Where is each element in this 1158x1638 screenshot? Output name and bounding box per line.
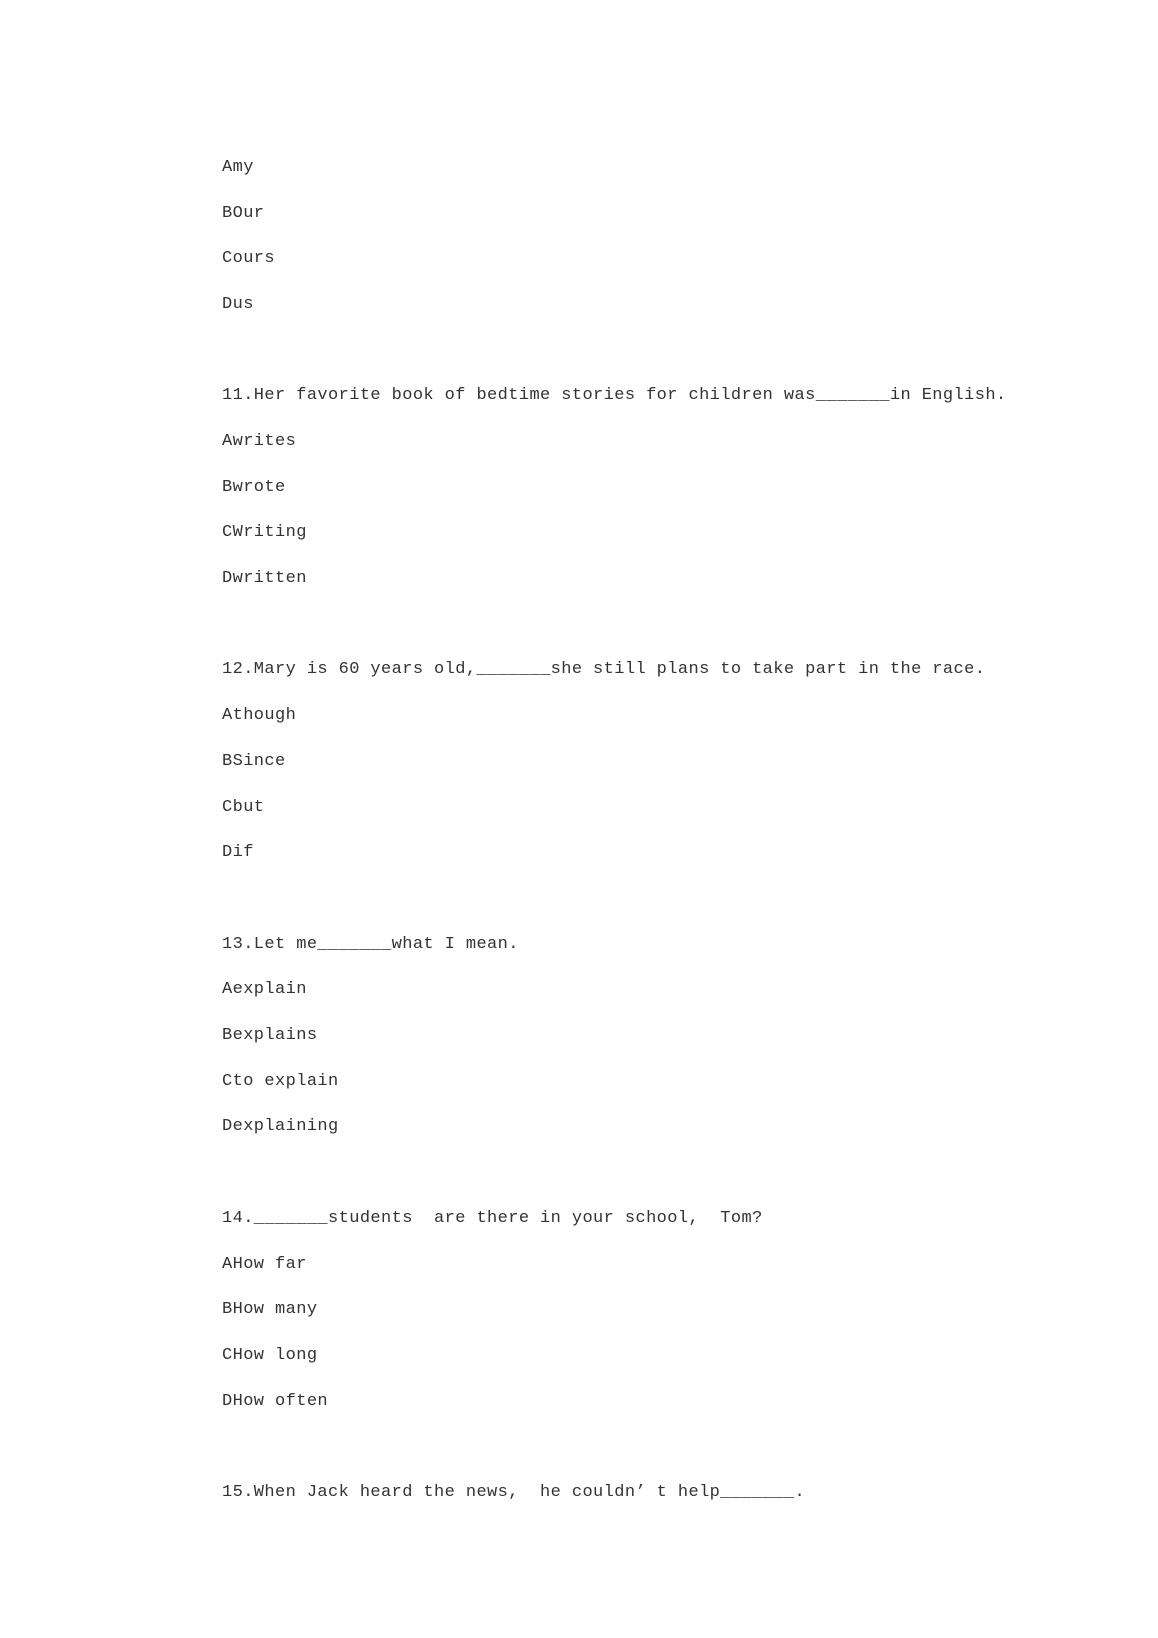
q14-option-a: AHow far: [222, 1255, 307, 1274]
q11-option-c: CWriting: [222, 523, 307, 542]
q13-stem: 13.Let me_______what I mean.: [222, 935, 519, 954]
q14-stem: 14._______students are there in your school, Tom?: [222, 1209, 763, 1228]
q13-option-d: Dexplaining: [222, 1117, 339, 1136]
q10-option-b: BOur: [222, 204, 265, 223]
q11-option-d: Dwritten: [222, 569, 307, 588]
q12-option-d: Dif: [222, 843, 254, 862]
q15-stem: 15.When Jack heard the news, he couldn’ t help_______.: [222, 1483, 806, 1502]
q13-option-b: Bexplains: [222, 1026, 318, 1045]
q11-option-a: Awrites: [222, 432, 297, 451]
q12-option-b: BSince: [222, 752, 286, 771]
q11-stem: 11.Her favorite book of bedtime stories for children was_______in English.: [222, 386, 1007, 405]
q10-option-a: Amy: [222, 158, 254, 177]
q12-stem: 12.Mary is 60 years old,_______she still plans to take part in the race.: [222, 660, 986, 679]
q10-option-d: Dus: [222, 295, 254, 314]
q14-option-d: DHow often: [222, 1392, 329, 1411]
q12-option-a: Athough: [222, 706, 297, 725]
q11-option-b: Bwrote: [222, 478, 286, 497]
q13-option-a: Aexplain: [222, 980, 307, 999]
q14-option-b: BHow many: [222, 1300, 318, 1319]
q10-option-c: Cours: [222, 249, 276, 268]
q12-option-c: Cbut: [222, 798, 265, 817]
q13-option-c: Cto explain: [222, 1072, 339, 1091]
q14-option-c: CHow long: [222, 1346, 318, 1365]
